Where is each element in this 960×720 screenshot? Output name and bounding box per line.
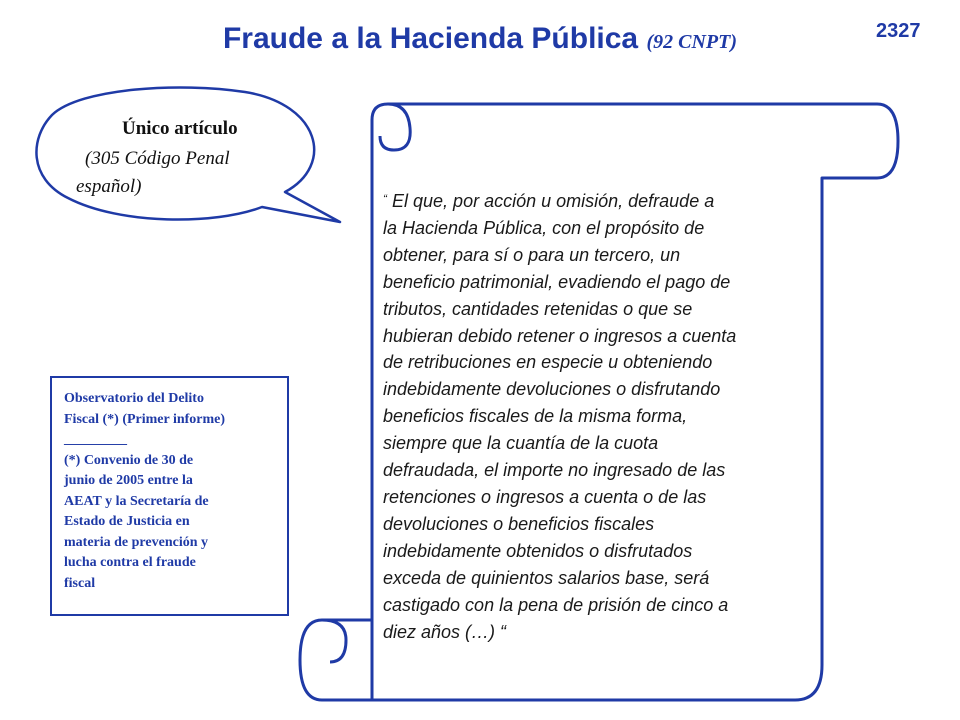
- note-line: Fiscal (*) (Primer informe): [64, 411, 226, 427]
- note-line: fiscal: [64, 575, 96, 591]
- note-divider: _________: [64, 432, 127, 447]
- bubble-subtitle-line-1: (305 Código Penal: [85, 148, 230, 169]
- article-line: “ El que, por acción u omisión, defraude a: [383, 191, 715, 211]
- title-main: Fraude a la Hacienda Pública: [222, 22, 639, 55]
- note-line: AEAT y la Secretaría de: [64, 493, 209, 509]
- article-line: retenciones o ingresos a cuenta o de las: [383, 486, 707, 507]
- article-line: beneficios fiscales de la misma forma,: [383, 406, 688, 427]
- note-line: lucha contra el fraude: [64, 555, 196, 570]
- article-line: defraudada, el importe no ingresado de las: [383, 460, 726, 481]
- article-line: castigado con la pena de prisión de cinco a: [383, 594, 729, 615]
- article-line: tributos, cantidades retenidas o que se: [383, 298, 693, 319]
- note-line: (*) Convenio de 30 de: [64, 452, 194, 468]
- source-note-box: [50, 376, 289, 616]
- bubble-subtitle-line-2: español): [76, 176, 142, 197]
- bubble-title: Único artículo: [122, 118, 238, 139]
- article-line: siempre que la cuantía de la cuota: [383, 433, 659, 454]
- open-quote: “: [383, 192, 387, 206]
- note-line: junio de 2005 entre la: [64, 473, 193, 488]
- note-line: Observatorio del Delito: [64, 391, 204, 406]
- note-line: Estado de Justicia en: [64, 514, 190, 529]
- article-line: la Hacienda Pública, con el propósito de: [383, 217, 705, 238]
- article-line: indebidamente devoluciones o disfrutando: [383, 379, 721, 400]
- article-line: beneficio patrimonial, evadiendo el pago de: [383, 271, 731, 292]
- slide-number: 2327: [876, 20, 921, 42]
- article-line: exceda de quinientos salarios base, será: [383, 567, 710, 588]
- page-title: [0, 22, 960, 56]
- note-line: materia de prevención y: [64, 534, 208, 550]
- article-line: indebidamente obtenidos o disfrutados: [383, 540, 693, 561]
- article-line: diez años (…) “: [383, 621, 507, 642]
- title-reference: (92 CNPT): [646, 31, 738, 53]
- article-line: obtener, para sí o para un tercero, un: [383, 244, 681, 265]
- article-line: de retribuciones en especie u obteniendo: [383, 352, 713, 373]
- article-line: devoluciones o beneficios fiscales: [383, 513, 655, 534]
- article-quote: [383, 186, 823, 645]
- article-line: hubieran debido retener o ingresos a cuenta: [383, 325, 737, 346]
